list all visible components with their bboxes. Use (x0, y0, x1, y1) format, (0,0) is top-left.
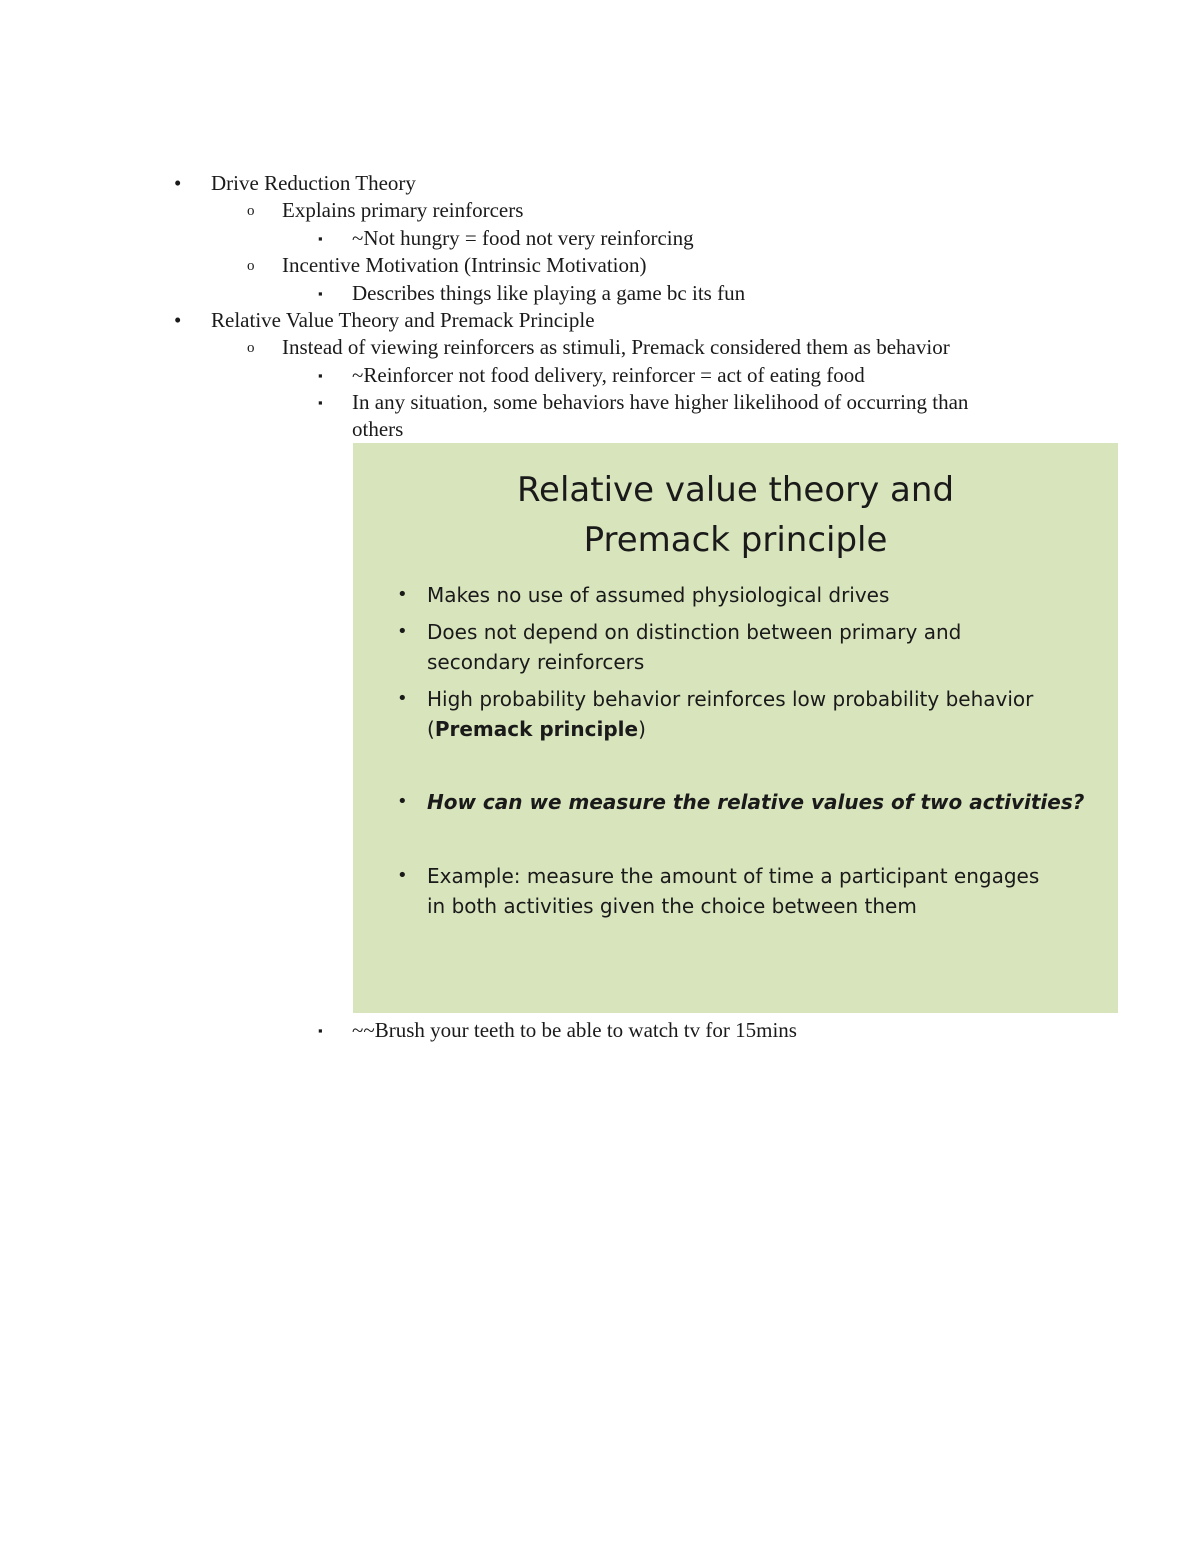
slide-bullet-icon: • (397, 584, 408, 605)
embedded-slide (353, 443, 1118, 1013)
paren-close: ) (638, 717, 646, 741)
note-primary-reinforcers: Explains primary reinforcers (282, 198, 524, 222)
slide-bullet-example-line1: Example: measure the amount of time a participant engages (427, 864, 1040, 888)
note-playing-game: Describes things like playing a game bc its fun (352, 281, 746, 305)
slide-bullet-drives: Makes no use of assumed physiological drives (427, 583, 890, 607)
slide-bullet-icon: • (397, 791, 408, 812)
note-incentive-motivation: Incentive Motivation (Intrinsic Motivation) (282, 253, 647, 277)
level1-bullet-icon: • (174, 171, 182, 195)
slide-bullet-icon: • (397, 865, 408, 886)
slide-bullet-icon: • (397, 688, 408, 709)
level2-bullet-icon: o (247, 258, 255, 274)
slide-bullet-probability-line2 (427, 714, 1087, 744)
slide-bullet-icon: • (397, 621, 408, 642)
level3-bullet-icon: ▪ (318, 286, 323, 301)
note-not-hungry: ~Not hungry = food not very reinforcing (352, 226, 694, 250)
level2-bullet-icon: o (247, 340, 255, 356)
premack-principle-bold: Premack principle (434, 717, 639, 741)
slide-bullet-example (427, 861, 1087, 921)
level3-bullet-icon: ▪ (318, 395, 323, 410)
note-premack-behavior: Instead of viewing reinforcers as stimuli, Premack considered them as behavior (282, 335, 950, 359)
slide-title (353, 465, 1118, 565)
slide-bullet-probability-line1: High probability behavior reinforces low probability behavior (427, 687, 1034, 711)
paren-open: ( (427, 717, 435, 741)
level3-bullet-icon: ▪ (318, 1023, 323, 1038)
slide-bullet-question: How can we measure the relative values of two activities? (427, 790, 1085, 814)
slide-title-line1: Relative value theory and (516, 470, 955, 510)
level1-bullet-icon: • (174, 308, 182, 332)
note-brush-teeth: ~~Brush your teeth to be able to watch tv for 15mins (352, 1018, 797, 1042)
note-likelihood-line1: In any situation, some behaviors have higher likelihood of occurring than (352, 390, 969, 414)
level3-bullet-icon: ▪ (318, 231, 323, 246)
slide-title-line2: Premack principle (583, 520, 888, 560)
note-reinforcer-eating: ~Reinforcer not food delivery, reinforcer = act of eating food (352, 363, 865, 387)
slide-bullet-distinction-line2: secondary reinforcers (427, 650, 645, 674)
heading-drive-reduction: Drive Reduction Theory (211, 171, 416, 195)
heading-relative-value: Relative Value Theory and Premack Principle (211, 308, 595, 332)
slide-bullet-example-line2: in both activities given the choice between them (427, 894, 917, 918)
slide-bullet-distinction-line1: Does not depend on distinction between primary and (427, 620, 962, 644)
level3-bullet-icon: ▪ (318, 368, 323, 383)
slide-bullet-probability (427, 684, 1087, 744)
slide-bullet-distinction (427, 617, 1087, 677)
level2-bullet-icon: o (247, 203, 255, 219)
note-likelihood-line2: others (352, 417, 404, 441)
